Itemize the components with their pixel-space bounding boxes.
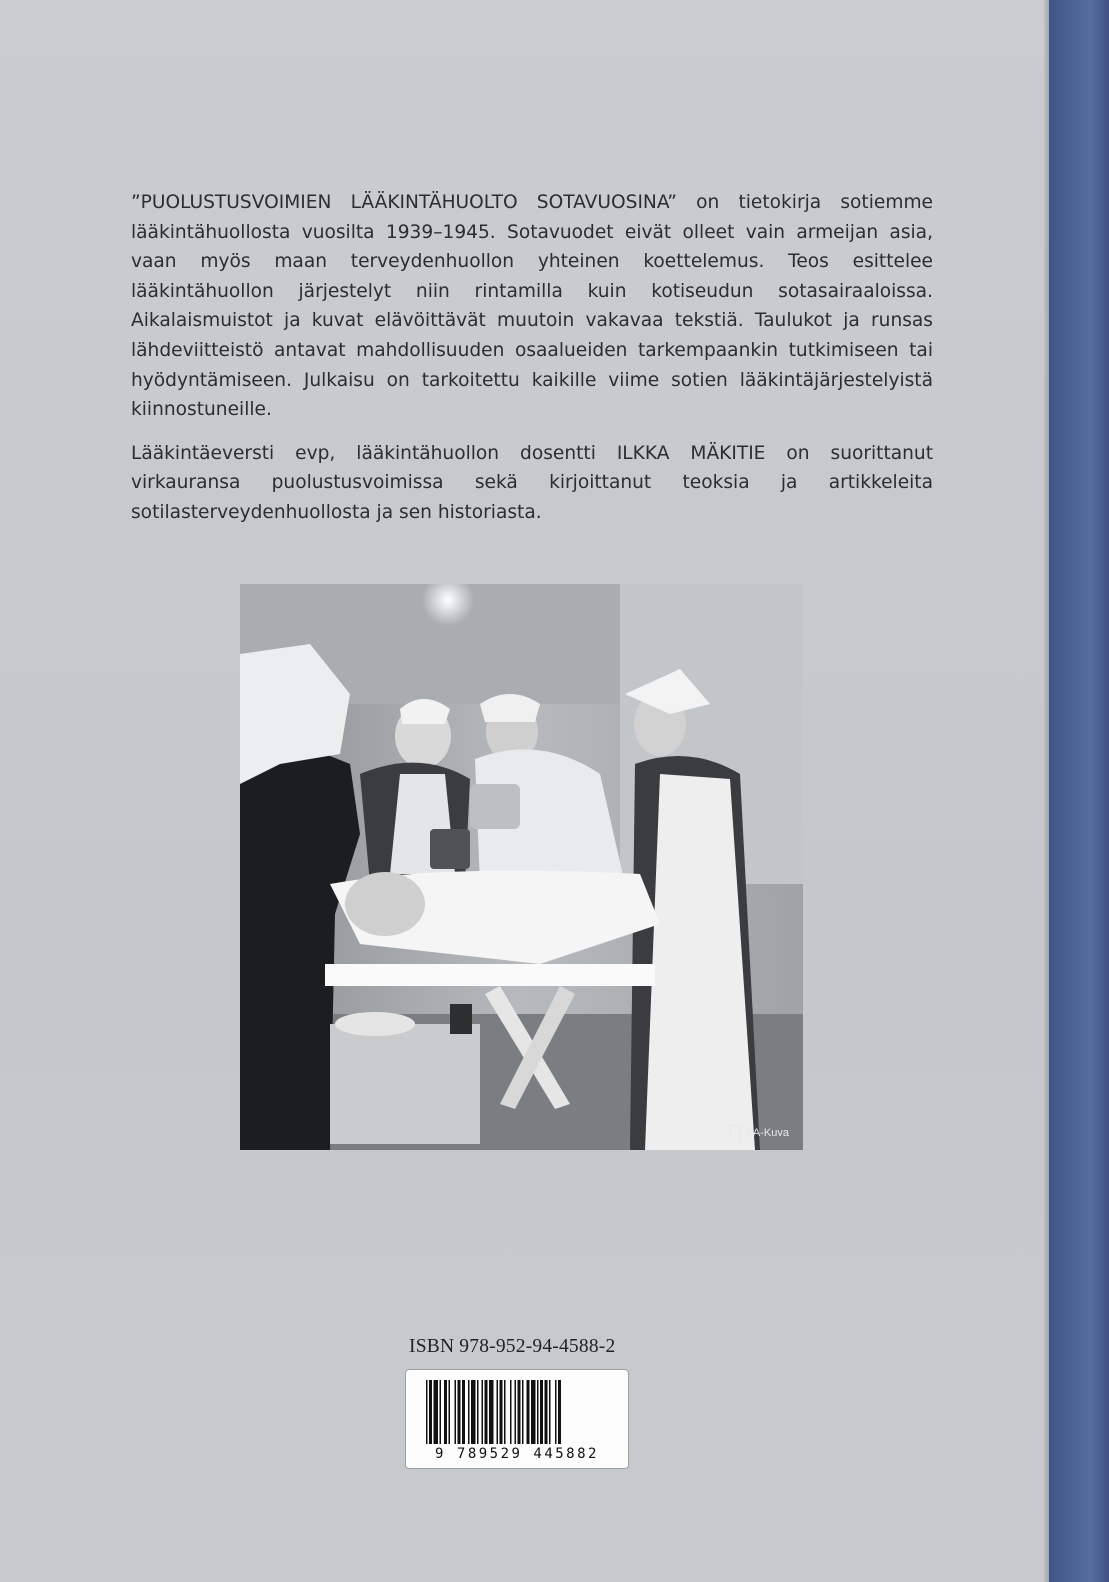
sa-kuva-logo-icon [730, 1125, 741, 1140]
archive-photo [240, 584, 803, 1150]
book-spine [1049, 0, 1109, 1582]
isbn-label: ISBN 978-952-94-4588-2 [409, 1336, 616, 1357]
blurb-paragraph-description: ”PUOLUSTUSVOIMIEN LÄÄKINTÄHUOLTO SOTAVUOSINA” on tietokirja sotiemme lääkintähuollosta vuosilta 1939–1945. Sotavuodet eivät olleet vain armeijan asia, vaan myös maan terveydenhuollon yhteinen koettelemus. Teos esittelee lääkintähuollon järjestelyt niin rintamilla kuin kotiseudun sotasairaaloissa. Aikalaismuistot ja kuvat elävöittävät muutoin vakavaa tekstiä. Taulukot ja runsas lähdeviitteistö antavat mahdollisuuden osaalueiden tarkempaankin tutkimiseen tai hyödyntämiseen. Julkaisu on tarkoitettu kaikille viime sotien lääkintäjärjestelyistä kiinnostuneille. [131, 192, 933, 421]
cover-blurb [131, 188, 933, 542]
barcode-digits: 9 789529 445882 [435, 1446, 599, 1462]
isbn-barcode [405, 1369, 629, 1469]
blurb-paragraph-author: Lääkintäeversti evp, lääkintähuollon dosentti ILKKA MÄKITIE on suorittanut virkauransa puolustusvoimissa sekä kirjoittanut teoksia ja artikkeleita sotilasterveydenhuollosta ja sen historiasta. [131, 442, 933, 523]
photo-credit [730, 1125, 789, 1140]
operating-room-illustration [240, 584, 803, 1150]
barcode-bars [426, 1380, 610, 1444]
photo-credit-text: SA-Kuva [745, 1126, 789, 1139]
